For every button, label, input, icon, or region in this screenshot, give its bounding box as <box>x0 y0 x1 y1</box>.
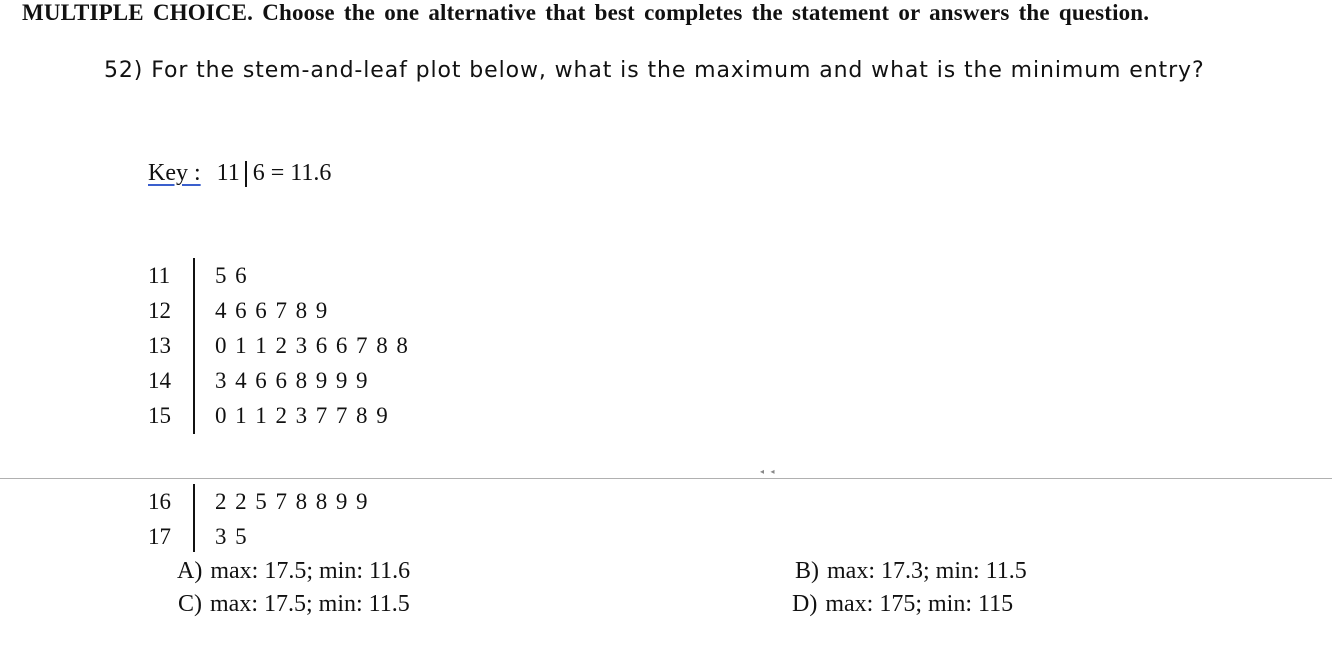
stemplot-row <box>148 328 409 363</box>
leaves: 5 6 <box>215 262 247 288</box>
stemplot-upper <box>148 258 409 433</box>
question-number: 52) <box>104 58 144 83</box>
choice-text: max: 175; min: 115 <box>825 591 1014 617</box>
answer-choice-b[interactable] <box>795 558 1027 585</box>
stemplot-row <box>148 519 247 554</box>
question-prompt <box>104 58 1205 83</box>
choice-letter: A) <box>177 558 203 584</box>
key-value: 6 = 11.6 <box>252 160 332 186</box>
stem: 14 <box>148 367 171 393</box>
stemplot-row <box>148 398 388 433</box>
leaves: 0 1 1 2 3 6 6 7 8 8 <box>215 332 409 358</box>
section-label: MULTIPLE CHOICE. <box>22 0 254 25</box>
section-instruction: Choose the one alternative that best completes the statement or answers the question. <box>262 0 1150 25</box>
stem: 17 <box>148 523 171 549</box>
choice-letter: C) <box>178 591 202 617</box>
choice-letter: B) <box>795 558 819 584</box>
question-text: For the stem-and-leaf plot below, what is the maximum and what is the minimum entry? <box>151 58 1205 83</box>
key-label: Key : <box>148 160 201 186</box>
stem: 16 <box>148 488 171 514</box>
key-divider <box>245 161 247 187</box>
answer-choice-a[interactable] <box>177 558 410 585</box>
choice-text: max: 17.3; min: 11.5 <box>827 558 1027 584</box>
stemplot-key <box>148 160 331 187</box>
stemplot-lower <box>148 484 368 554</box>
stem: 15 <box>148 402 171 428</box>
choice-letter: D) <box>792 591 818 617</box>
stem: 11 <box>148 262 171 288</box>
stemplot-divider-line <box>193 484 195 552</box>
stemplot-row <box>148 293 328 328</box>
leaves: 4 6 6 7 8 9 <box>215 297 328 323</box>
stemplot-row <box>148 484 368 519</box>
stemplot-row <box>148 363 368 398</box>
stemplot-row <box>148 258 247 293</box>
choice-text: max: 17.5; min: 11.6 <box>210 558 411 584</box>
key-stem: 11 <box>216 160 240 186</box>
page-break-divider <box>0 478 1332 479</box>
leaves: 0 1 1 2 3 7 7 8 9 <box>215 402 388 428</box>
choice-text: max: 17.5; min: 11.5 <box>210 591 410 617</box>
page-break-marker: ◂ ◂ <box>760 467 777 476</box>
answer-choice-c[interactable] <box>178 591 410 618</box>
leaves: 3 5 <box>215 523 247 549</box>
stem: 12 <box>148 297 171 323</box>
answer-choice-d[interactable] <box>792 591 1013 618</box>
leaves: 3 4 6 6 8 9 9 9 <box>215 367 368 393</box>
stem: 13 <box>148 332 171 358</box>
stemplot-divider-line <box>193 258 195 434</box>
section-header <box>22 0 1149 26</box>
leaves: 2 2 5 7 8 8 9 9 <box>215 488 368 514</box>
